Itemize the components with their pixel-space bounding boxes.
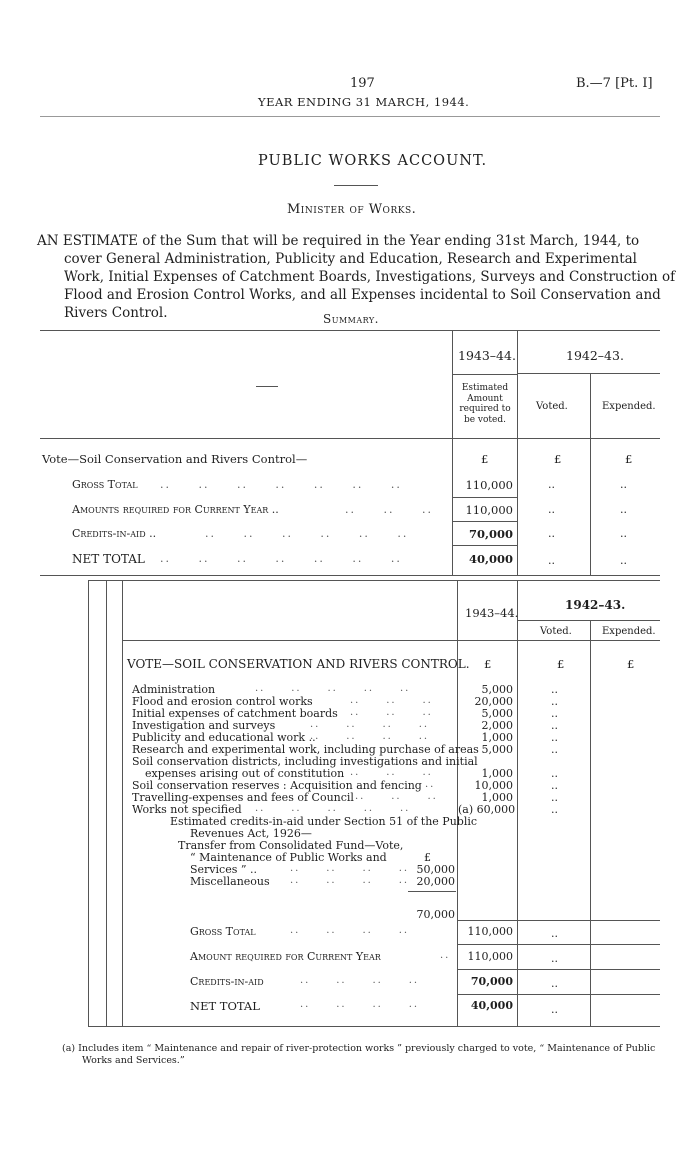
summary-dots-voted: .. [548, 503, 555, 516]
detail-vline-left-2 [106, 580, 107, 1026]
summary-col-1943: 1943–44. [458, 348, 516, 363]
detail-item-label: Soil conservation districts, including investigations and initial [132, 755, 478, 768]
detail-item-voted: .. [551, 743, 558, 756]
leader-dots: .. .. .. .. .. .. [205, 527, 409, 540]
detail-heading: VOTE—SOIL CONSERVATION AND RIVERS CONTROL. [127, 657, 470, 671]
summary-header-rule [40, 438, 660, 439]
summary-row-rule [453, 521, 517, 522]
detail-expended-header: Expended. [602, 626, 656, 637]
detail-item-amount: 1,000 [481, 767, 513, 780]
detail-voted-header: Voted. [540, 626, 572, 637]
summary-dots-expended: .. [620, 554, 627, 567]
detail-total-amount: 110,000 [467, 925, 513, 938]
detail-item-label: Soil conservation reserves : Acquisition and fencing [132, 779, 422, 792]
detail-item-voted: .. [551, 719, 558, 732]
detail-item-amount: (a) 60,000 [458, 803, 516, 816]
minister-heading: Minister of Works. [287, 202, 417, 217]
credits-line: Services ” .. [190, 863, 257, 876]
page-number: 197 [350, 76, 375, 91]
leader-dots: .. .. .. [350, 767, 433, 778]
credits-line: “ Maintenance of Public Works and [190, 851, 387, 864]
document-reference: B.—7 [Pt. I] [576, 76, 653, 91]
summary-vline-3 [590, 374, 591, 575]
detail-totals-rule [458, 920, 660, 921]
summary-row-rule [453, 497, 517, 498]
detail-col-1942: 1942–43. [565, 598, 626, 612]
summary-dots-expended: .. [620, 527, 627, 540]
summary-row-label: NET TOTAL [72, 552, 145, 566]
leader-dots: .. .. .. [350, 707, 433, 718]
credits-subtotal-rule [408, 891, 456, 892]
detail-total-amount: 70,000 [470, 975, 513, 988]
estimated-line: Amount [467, 393, 503, 404]
detail-item-voted: .. [551, 779, 558, 792]
header-rule [40, 116, 660, 117]
credits-total: 70,000 [416, 908, 455, 921]
detail-pound-1943: £ [484, 657, 492, 671]
detail-item-voted: .. [551, 803, 558, 816]
detail-total-voted: .. [551, 952, 558, 965]
summary-bottom-rule [40, 575, 660, 576]
summary-vline-2 [517, 330, 518, 575]
summary-row-label: Gross Total [72, 478, 138, 491]
summary-pound-1943: £ [481, 452, 489, 466]
detail-item-label: Investigation and surveys [132, 719, 276, 732]
summary-row-rule [453, 545, 517, 546]
leader-dots: .. .. .. .. [300, 999, 420, 1010]
detail-item-voted: .. [551, 791, 558, 804]
leader-dots: .. .. .. .. [290, 925, 410, 936]
title-dash [334, 185, 378, 186]
detail-item-label: Administration [132, 683, 216, 696]
estimated-line: be voted. [463, 414, 507, 425]
detail-item-amount: 5,000 [481, 743, 513, 756]
detail-col-1943: 1943–44. [465, 606, 519, 620]
detail-item-amount: 1,000 [481, 791, 513, 804]
summary-top-rule [40, 330, 660, 331]
detail-totals-rule [458, 944, 660, 945]
summary-pound-voted: £ [554, 452, 562, 466]
summary-1942-rule [517, 373, 660, 374]
detail-total-label: Amount required for Current Year [190, 950, 381, 963]
detail-item-label: Initial expenses of catchment boards [132, 707, 338, 720]
leader-dots: .. [440, 950, 451, 961]
detail-vline-left-3 [122, 580, 123, 1026]
detail-total-amount: 110,000 [467, 950, 513, 963]
detail-pound-expended: £ [627, 657, 635, 671]
detail-pound-voted: £ [557, 657, 565, 671]
summary-dots-expended: .. [620, 503, 627, 516]
summary-row-amount: 40,000 [468, 552, 513, 566]
detail-vline-left-1 [88, 580, 89, 1026]
estimated-line: required to [459, 404, 511, 414]
detail-totals-rule [458, 969, 660, 970]
detail-total-amount: 40,000 [470, 999, 513, 1012]
leader-dots: .. .. .. .. .. .. .. [160, 478, 402, 491]
detail-item-amount: 2,000 [481, 719, 513, 732]
leader-dots: .. .. .. .. [310, 731, 430, 742]
leader-dots: .. .. .. .. [310, 719, 430, 730]
summary-row-amount: 70,000 [468, 527, 513, 541]
summary-1943-rule [453, 374, 517, 375]
detail-item-label: Publicity and educational work .. [132, 731, 316, 744]
detail-total-label: NET TOTAL [190, 999, 260, 1013]
summary-vline-1 [452, 330, 453, 575]
summary-row-amount: 110,000 [465, 478, 513, 492]
credits-value: 50,000 [416, 863, 455, 876]
detail-item-amount: 1,000 [481, 731, 513, 744]
detail-item-voted: .. [551, 731, 558, 744]
summary-voted-header: Voted. [536, 401, 568, 412]
leader-dots: .. .. .. .. .. [255, 803, 411, 814]
summary-estimated-header [456, 383, 514, 425]
detail-item-label: Flood and erosion control works [132, 695, 313, 708]
leader-dots: .. .. .. [350, 695, 433, 706]
leader-dots: .. .. .. [345, 503, 433, 516]
detail-item-label: expenses arising out of constitution [145, 767, 345, 780]
summary-dots-voted: .. [548, 478, 555, 491]
footnote-line-1: (a) Includes item “ Maintenance and repair of river-protection works ” previously charged to vote, “ Maintenance of Public [62, 1043, 656, 1054]
summary-dots-expended: .. [620, 478, 627, 491]
leader-dots: .. .. .. .. [300, 975, 420, 986]
leader-dots: .. .. .. .. [290, 875, 410, 886]
detail-1942-rule [517, 620, 660, 621]
estimate-line-5: Rivers Control. [64, 305, 168, 321]
detail-item-amount: 5,000 [481, 683, 513, 696]
summary-vote-title: Vote—Soil Conservation and Rivers Control— [42, 452, 308, 466]
detail-total-voted: .. [551, 1003, 558, 1016]
summary-expended-header: Expended. [602, 401, 656, 412]
estimated-line: Estimated [461, 383, 509, 393]
estimate-line-4: Flood and Erosion Control Works, and all Expenses incidental to Soil Conservation and [64, 287, 661, 303]
credits-line: Revenues Act, 1926— [190, 827, 312, 840]
detail-item-amount: 20,000 [474, 695, 513, 708]
summary-label: Summary. [323, 312, 379, 326]
credits-pound: £ [424, 851, 431, 864]
summary-row-amount: 110,000 [465, 503, 513, 517]
detail-total-voted: .. [551, 977, 558, 990]
estimate-line-2: cover General Administration, Publicity and Education, Research and Experimental [64, 251, 637, 267]
detail-bottom-rule [88, 1026, 660, 1027]
estimate-line-3: Work, Initial Expenses of Catchment Boards, Investigations, Surveys and Construction of [64, 269, 676, 285]
detail-item-voted: .. [551, 767, 558, 780]
credits-line: Miscellaneous [190, 875, 270, 888]
detail-vline-3 [590, 621, 591, 1026]
detail-total-label: Gross Total [190, 925, 256, 938]
leader-dots: .. [425, 779, 436, 790]
detail-top-rule [88, 580, 660, 581]
detail-item-label: Travelling-expenses and fees of Council [132, 791, 354, 804]
credits-value: 20,000 [416, 875, 455, 888]
estimate-line-1: AN ESTIMATE of the Sum that will be required in the Year ending 31st March, 1944, to [37, 233, 640, 249]
leader-dots: .. .. .. [355, 791, 438, 802]
detail-total-label: Credits-in-aid [190, 975, 264, 988]
summary-row-label: Credits-in-aid .. [72, 527, 157, 540]
summary-pound-expended: £ [625, 452, 633, 466]
detail-totals-rule [458, 994, 660, 995]
detail-item-voted: .. [551, 695, 558, 708]
leader-dots: .. .. .. .. .. [255, 683, 411, 694]
summary-stub-dash [256, 386, 278, 387]
summary-col-1942: 1942–43. [566, 348, 624, 363]
detail-item-label: Works not specified [132, 803, 242, 816]
detail-item-amount: 10,000 [474, 779, 513, 792]
detail-item-label: Research and experimental work, including purchase of areas [132, 743, 479, 756]
leader-dots: .. .. .. .. .. .. .. [160, 552, 402, 565]
detail-vline-2 [517, 580, 518, 1026]
detail-item-voted: .. [551, 683, 558, 696]
detail-item-voted: .. [551, 707, 558, 720]
detail-header-rule [122, 640, 660, 641]
footnote-line-2: Works and Services.” [82, 1055, 185, 1066]
credits-line: Estimated credits-in-aid under Section 51 of the Public [170, 815, 478, 828]
year-line: YEAR ENDING 31 MARCH, 1944. [258, 95, 470, 109]
detail-item-amount: 5,000 [481, 707, 513, 720]
credits-line: Transfer from Consolidated Fund—Vote, [178, 839, 404, 852]
leader-dots: .. .. .. .. [290, 863, 410, 874]
summary-row-label: Amounts required for Current Year .. [72, 503, 279, 516]
page-title: PUBLIC WORKS ACCOUNT. [258, 153, 488, 169]
summary-dots-voted: .. [548, 554, 555, 567]
summary-dots-voted: .. [548, 527, 555, 540]
detail-total-voted: .. [551, 927, 558, 940]
